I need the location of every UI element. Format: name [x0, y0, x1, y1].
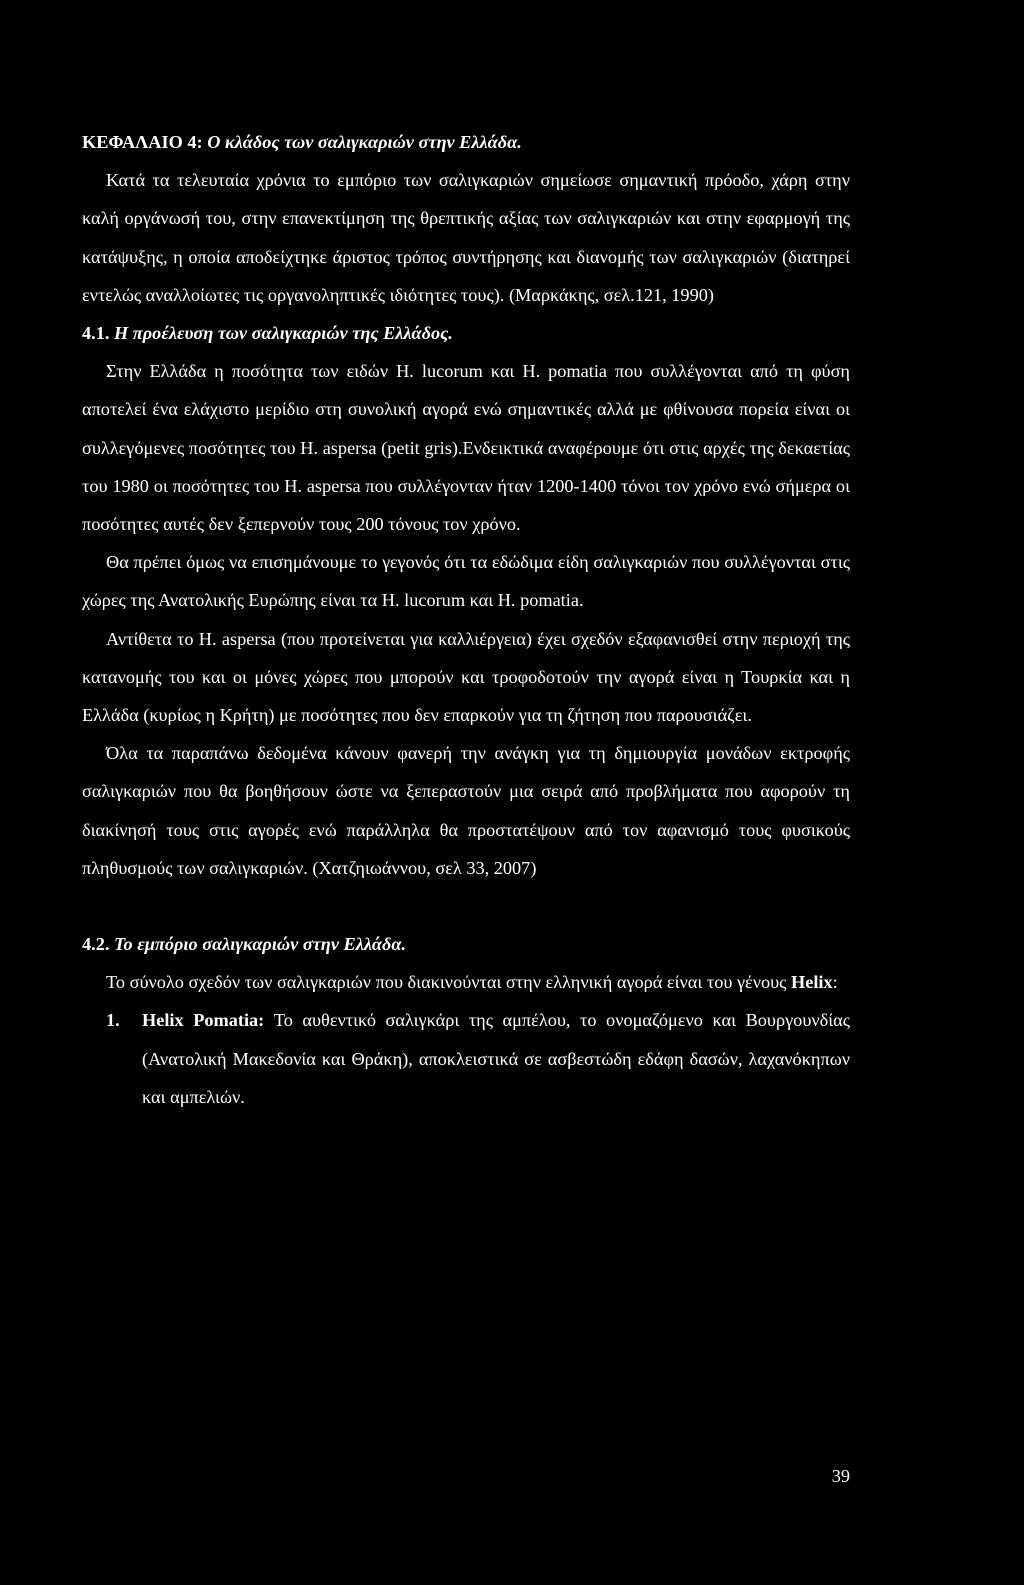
- section-4-2-intro-colon: :: [832, 972, 838, 993]
- list-item-number: 1.: [106, 1010, 120, 1031]
- section-4-1-paragraph-3: Αντίθετα το H. aspersa (που προτείνεται για καλλιέργεια) έχει σχεδόν εξαφανισθεί στην περιοχή της κατανομής του και οι μόνες χώρες που μπορούν και τροφοδοτούν την αγορά είναι η Τουρκία και η Ελλάδα (κυρίως η Κρήτη) με ποσότητες που δεν επαρκούν για τη ζήτηση που παρουσιάζει.: [82, 628, 850, 726]
- chapter-heading: [82, 123, 850, 161]
- section-4-2-heading: [82, 925, 850, 963]
- chapter-heading-title: Ο κλάδος των σαλιγκαριών στην Ελλάδα.: [207, 132, 522, 152]
- list-item-body: [142, 1001, 850, 1116]
- page-number: 39: [831, 1466, 850, 1486]
- document-page: [82, 123, 850, 1116]
- section-4-2-intro: [82, 963, 850, 1001]
- section-4-2-title: Το εμπόριο σαλιγκαριών στην Ελλάδα.: [114, 934, 407, 955]
- section-4-1-title: Η προέλευση των σαλιγκαριών της Ελλάδος.: [114, 323, 453, 344]
- section-4-2-intro-text: Το σύνολο σχεδόν των σαλιγκαριών που διακινούνται στην ελληνική αγορά είναι του γένους: [106, 972, 791, 993]
- intro-paragraph: Κατά τα τελευταία χρόνια το εμπόριο των σαλιγκαριών σημείωσε σημαντική πρόοδο, χάρη στην καλή οργάνωσή του, στην επανεκτίμηση της θρεπτικής αξίας των σαλιγκαριών και στην εφαρμογή της κατάψυξης, η οποία αποδείχτηκε άριστος τρόπος συντήρησης και διανομής των σαλιγκαριών (διατηρεί εντελώς αναλλοίωτες τις οργανοληπτικές ιδιότητες τους). (Μαρκάκης, σελ.121, 1990): [82, 170, 850, 305]
- section-4-1-paragraph-4: Όλα τα παραπάνω δεδομένα κάνουν φανερή την ανάγκη για τη δημιουργία μονάδων εκτροφής σαλιγκαριών που θα βοηθήσουν ώστε να ξεπεραστούν μια σειρά από προβλήματα που αφορούν τη διακίνησή τους στις αγορές ενώ παράλληλα θα προστατέψουν από τον αφανισμό τους φυσικούς πληθυσμούς των σαλιγκαριών. (Χατζηιωάννου, σελ 33, 2007): [82, 743, 850, 878]
- list-item-term: Helix Pomatia:: [142, 1010, 265, 1031]
- chapter-heading-prefix: ΚΕΦΑΛΑΙΟ 4:: [82, 132, 208, 152]
- section-4-1-heading: [82, 314, 850, 352]
- section-4-2-intro-genus: Helix: [791, 972, 833, 993]
- list-item: [82, 1001, 850, 1116]
- section-4-1-paragraph-1: Στην Ελλάδα η ποσότητα των ειδών H. lucorum και H. pomatia που συλλέγονται από τη φύση αποτελεί ένα ελάχιστο μερίδιο στη συνολική αγορά ενώ σημαντικές αλλά με φθίνουσα πορεία είναι οι συλλεγόμενες ποσότητες του H. aspersa (petit gris).Ενδεικτικά αναφέρουμε ότι στις αρχές της δεκαετίας του 1980 οι ποσότητες του H. aspersa που συλλέγονταν ήταν 1200-1400 τόνοι τον χρόνο ενώ σήμερα οι ποσότητες αυτές δεν ξεπερνούν τους 200 τόνους τον χρόνο.: [82, 361, 850, 535]
- section-4-1-paragraph-2: Θα πρέπει όμως να επισημάνουμε το γεγονός ότι τα εδώδιμα είδη σαλιγκαριών που συλλέγονται στις χώρες της Ανατολικής Ευρώπης είναι τα H. lucorum και H. pomatia.: [82, 552, 850, 611]
- section-4-2-number: 4.2.: [82, 934, 114, 955]
- section-4-1-number: 4.1.: [82, 323, 114, 344]
- list-item-text: Το αυθεντικό σαλιγκάρι της αμπέλου, το ονομαζόμενο και Βουργουνδίας (Ανατολική Μακεδονία και Θράκη), αποκλειστικά σε ασβεστώδη εδάφη δασών, λαχανόκηπων και αμπελιών.: [142, 1010, 850, 1107]
- section-spacer: [82, 887, 850, 925]
